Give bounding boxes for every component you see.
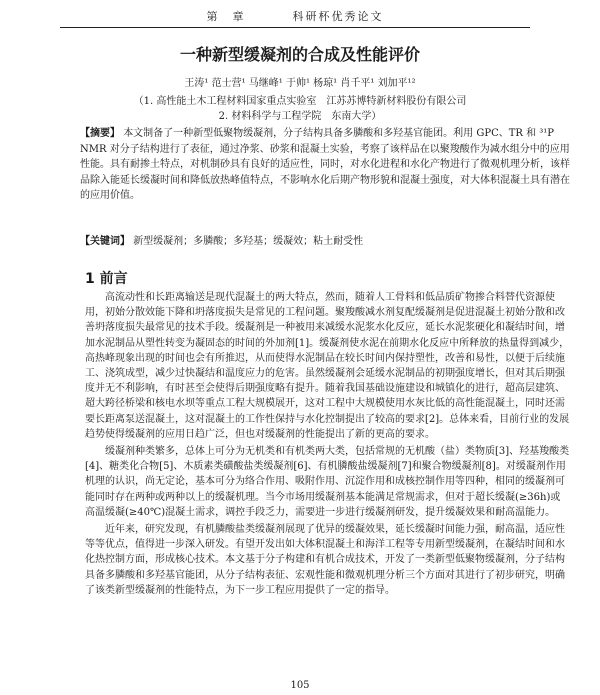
paper-title: 一种新型缓凝剂的合成及性能评价 bbox=[179, 45, 420, 64]
header-left: 第 章 bbox=[206, 10, 246, 23]
author-list: 王涛¹ 范士营¹ 马继峰¹ 于帅¹ 杨琼¹ 肖千平¹ 刘加平¹² bbox=[184, 78, 416, 89]
keywords bbox=[80, 232, 570, 247]
paragraph-3: 近年来，研究发现，有机膦酸盐类缓凝剂展现了优异的缓凝效果，延长缓凝时间能力强，耐高温，适应性等等优点，值得进一步深入研发。有望开发出如大体积混凝土和海洋工程等专用新型缓凝剂，在凝结时间和水化热控制方面，形成核心技术。本文基于分子构建和有机合成技术，开发了一类新型低聚物缓凝剂，分子结构具备多膦酸和多羟基官能团，从分子结构表征、宏观性能和微观机理分析三个方面对其进行了初步研究，明确了该类新型缓凝剂的性能特点，为下一步工程应用提供了一定的指导。 bbox=[85, 524, 565, 596]
affiliation-2: 2. 材料科学与工程学院 东南大学） bbox=[218, 111, 382, 122]
paragraph-2: 缓凝剂种类繁多，总体上可分为无机类和有机类两大类，包括常规的无机酸（盐）类物质[3]、羟基羧酸类[4]、糖类化合物[5]、木质素类磺酸盐类缓凝剂[6]、有机膦酸盐缓凝剂[7]和聚合物缓凝剂[8]。对缓凝剂作用机理的认识，尚无定论，基本可分为络合作用、吸附作用、沉淀作用和成核控制作用等四种，相同的缓凝剂可能同时存在两种或两种以上的缓凝机理。当今市场用缓凝剂基本能满足常规需求，但对于超长缓凝(≥36h)或高温缓凝(≥40℃)混凝土需求，调控手段乏力，需要进一步进行缓凝剂研发，提升缓凝效果和耐高温能力。 bbox=[85, 446, 570, 518]
running-header bbox=[60, 8, 530, 28]
abstract bbox=[80, 126, 570, 204]
keywords-text: 新型缓凝剂；多膦酸；多羟基；缓凝效；粘土耐受性 bbox=[133, 236, 364, 247]
abstract-text: 本文制备了一种新型低聚物缓凝剂，分子结构具备多膦酸和多羟基官能团。利用 GPC、TR 和 ³¹P NMR 对分子结构进行了表征，通过净浆、砂浆和混凝土实验，考察了该样品在以聚羧酸作为减水组分中的应用性能。具有耐掺土特点，对机制砂具有良好的适应性，同时，对水化进程和水化产物进行了微观机理分析，该样品除入能延长缓凝时间和降低放热峰值特点，不影响水化后期产物形貌和混凝土强度，对大体积混凝土具有潜在的应用价值。 bbox=[80, 128, 570, 201]
keywords-label: 【关键词】 bbox=[80, 236, 130, 247]
header-rule bbox=[60, 27, 530, 28]
section-body bbox=[85, 290, 570, 600]
affiliation-1: （1. 高性能土木工程材料国家重点实验室 江苏苏博特新材料股份有限公司 bbox=[133, 96, 467, 107]
abstract-label: 【摘要】 bbox=[80, 128, 120, 139]
header-right: 科研杯优秀论文 bbox=[292, 10, 384, 23]
paragraph-1: 高流动性和长距离输送是现代混凝土的两大特点，然而，随着人工骨料和低品质矿物掺合料替代资源使用，初始分散效能下降和坍落度损失是常见的工程问题。聚羧酸减水剂复配缓凝剂是促进混凝土初始分散和改善坍落度损失最常见的技术手段。缓凝剂是一种被用来减缓水泥浆水化反应，延长水泥浆硬化和凝结时间，增加水泥制品从塑性转变为凝固态的时间的外加剂[1]。缓凝剂使水泥在前期水化反应中所释放的热量得到减少，高热峰现象出现的时间也会有所推迟，从而使得水泥制品在较长时间内保持塑性，改善和易性，以便于后续施工、浇筑成型，减少过快凝结和温度应力的危害。虽然缓凝剂会延缓水泥制品的初期强度增长，但对其后期强度并无不利影响，有时甚至会使得后期强度略有提升。随着我国基础设施建设和城镇化的进行，超高层建筑、超大跨径桥梁和核电水坝等重点工程大规模展开，这对工程中大规模使用水灰比低的高性能混凝土，同时还需要长距离泵送混凝土，这对混凝土的工作性保持与水化控制提出了较高的要求[2]。总体来看，目前行业的发展趋势使得缓凝剂的应用日趋广泛，但也对缓凝剂的性能提出了新的更高的要求。 bbox=[85, 292, 570, 440]
page-number: 105 bbox=[290, 680, 310, 691]
section-heading-intro: 1 前言 bbox=[85, 271, 128, 287]
